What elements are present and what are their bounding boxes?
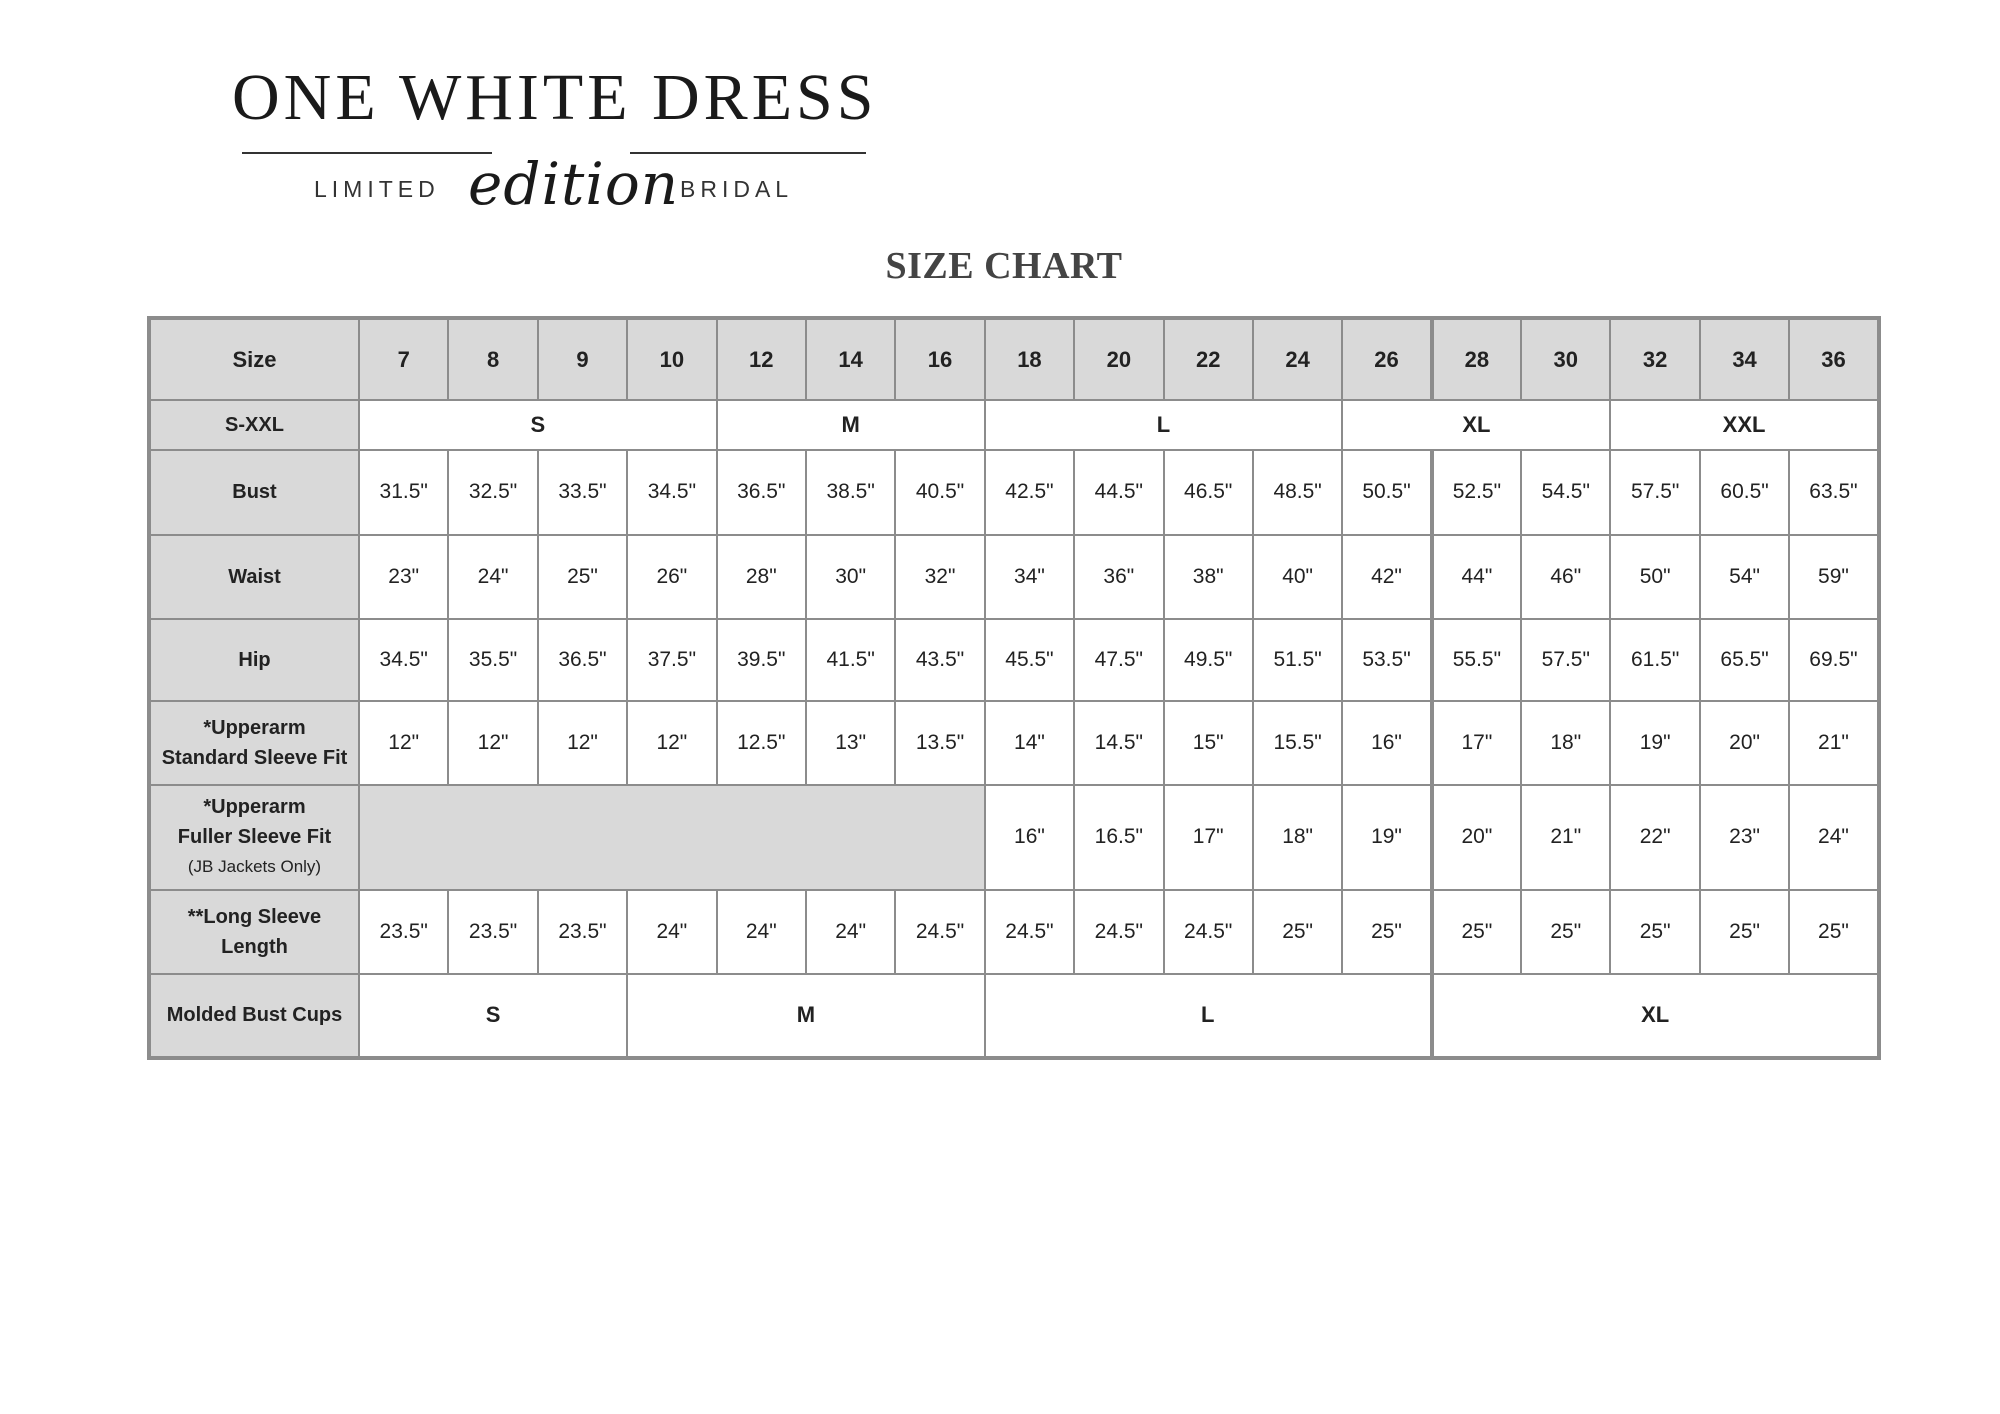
waist-cell: 36"	[1074, 535, 1163, 619]
bust-cell: 36.5"	[717, 450, 806, 534]
bust-cell: 34.5"	[627, 450, 716, 534]
waist-cell: 54"	[1700, 535, 1789, 619]
row-label-line: Standard Sleeve Fit	[161, 747, 348, 770]
cup-group-cell: L	[985, 974, 1432, 1058]
cup-group-cell: M	[627, 974, 985, 1058]
upperarm-standard-cell: 14"	[985, 701, 1074, 785]
row-label-long-sleeve	[149, 890, 359, 974]
bust-cell: 63.5"	[1789, 450, 1878, 534]
hip-cell: 57.5"	[1521, 619, 1610, 701]
long-sleeve-row	[149, 890, 1879, 974]
upperarm-standard-cell: 15"	[1164, 701, 1253, 785]
size-cell: 22	[1164, 318, 1253, 400]
hip-cell: 41.5"	[806, 619, 895, 701]
upperarm-fuller-cell: 23"	[1700, 785, 1789, 889]
row-label-molded-bust-cups: Molded Bust Cups	[149, 974, 359, 1058]
long-sleeve-cell: 25"	[1521, 890, 1610, 974]
long-sleeve-cell: 24.5"	[895, 890, 984, 974]
not-available-cell	[359, 785, 985, 889]
upperarm-standard-cell: 12"	[538, 701, 627, 785]
upperarm-fuller-cell: 24"	[1789, 785, 1878, 889]
letter-group-cell: M	[717, 400, 985, 450]
waist-cell: 46"	[1521, 535, 1610, 619]
upperarm-fuller-cell: 16.5"	[1074, 785, 1163, 889]
upperarm-standard-cell: 12"	[627, 701, 716, 785]
bust-cell: 42.5"	[985, 450, 1074, 534]
hip-cell: 35.5"	[448, 619, 537, 701]
tagline-limited: LIMITED	[314, 176, 440, 202]
row-label-upperarm-fuller	[149, 785, 359, 889]
bust-cell: 31.5"	[359, 450, 448, 534]
bust-cell: 52.5"	[1432, 450, 1521, 534]
waist-cell: 32"	[895, 535, 984, 619]
upperarm-fuller-cell: 22"	[1610, 785, 1699, 889]
upperarm-standard-cell: 21"	[1789, 701, 1878, 785]
upperarm-standard-cell: 12"	[359, 701, 448, 785]
brand-logo	[232, 61, 878, 222]
size-cell: 7	[359, 318, 448, 400]
waist-cell: 59"	[1789, 535, 1878, 619]
letter-size-row	[149, 400, 1879, 450]
size-row	[149, 318, 1879, 400]
upperarm-fuller-row	[149, 785, 1879, 889]
long-sleeve-cell: 25"	[1253, 890, 1342, 974]
upperarm-fuller-cell: 19"	[1342, 785, 1431, 889]
row-label-line: Length	[221, 935, 288, 958]
upperarm-fuller-cell: 18"	[1253, 785, 1342, 889]
bust-row	[149, 450, 1879, 534]
row-label-size: Size	[149, 318, 359, 400]
hip-cell: 37.5"	[627, 619, 716, 701]
long-sleeve-cell: 24.5"	[1074, 890, 1163, 974]
letter-group-cell: L	[985, 400, 1343, 450]
upperarm-fuller-cell: 21"	[1521, 785, 1610, 889]
bust-cell: 48.5"	[1253, 450, 1342, 534]
letter-group-cell: S	[359, 400, 717, 450]
size-cell: 18	[985, 318, 1074, 400]
waist-cell: 23"	[359, 535, 448, 619]
bust-cell: 57.5"	[1610, 450, 1699, 534]
row-label-line: *Upperarm	[203, 717, 306, 740]
waist-cell: 30"	[806, 535, 895, 619]
bust-cell: 44.5"	[1074, 450, 1163, 534]
hip-cell: 49.5"	[1164, 619, 1253, 701]
size-cell: 12	[717, 318, 806, 400]
row-label-note: (JB Jackets Only)	[187, 857, 322, 877]
tagline-bridal: BRIDAL	[680, 176, 794, 202]
bust-cell: 33.5"	[538, 450, 627, 534]
size-cell: 36	[1789, 318, 1878, 400]
row-label-waist: Waist	[149, 535, 359, 619]
tagline-edition: edition	[468, 150, 680, 218]
hip-cell: 51.5"	[1253, 619, 1342, 701]
bust-cell: 54.5"	[1521, 450, 1610, 534]
long-sleeve-cell: 24"	[627, 890, 716, 974]
upperarm-standard-cell: 13.5"	[895, 701, 984, 785]
waist-cell: 24"	[448, 535, 537, 619]
long-sleeve-cell: 23.5"	[538, 890, 627, 974]
upperarm-fuller-cell: 17"	[1164, 785, 1253, 889]
upperarm-standard-cell: 12.5"	[717, 701, 806, 785]
waist-cell: 38"	[1164, 535, 1253, 619]
page-title: SIZE CHART	[885, 245, 1123, 287]
bust-cell: 60.5"	[1700, 450, 1789, 534]
long-sleeve-cell: 25"	[1700, 890, 1789, 974]
size-cell: 8	[448, 318, 537, 400]
hip-cell: 53.5"	[1342, 619, 1431, 701]
size-cell: 32	[1610, 318, 1699, 400]
long-sleeve-cell: 24"	[806, 890, 895, 974]
molded-bust-cups-row	[149, 974, 1879, 1058]
hip-cell: 39.5"	[717, 619, 806, 701]
long-sleeve-cell: 25"	[1432, 890, 1521, 974]
upperarm-standard-cell: 13"	[806, 701, 895, 785]
long-sleeve-cell: 25"	[1342, 890, 1431, 974]
logo-rule-left	[242, 152, 492, 154]
waist-cell: 26"	[627, 535, 716, 619]
size-cell: 34	[1700, 318, 1789, 400]
cup-group-cell: XL	[1432, 974, 1879, 1058]
upperarm-fuller-cell: 20"	[1432, 785, 1521, 889]
row-label-hip: Hip	[149, 619, 359, 701]
upperarm-standard-cell: 15.5"	[1253, 701, 1342, 785]
size-cell: 16	[895, 318, 984, 400]
long-sleeve-cell: 25"	[1789, 890, 1878, 974]
size-cell: 20	[1074, 318, 1163, 400]
waist-cell: 34"	[985, 535, 1074, 619]
row-label-letter-size: S-XXL	[149, 400, 359, 450]
upperarm-standard-cell: 17"	[1432, 701, 1521, 785]
waist-cell: 28"	[717, 535, 806, 619]
upperarm-fuller-cell: 16"	[985, 785, 1074, 889]
bust-cell: 32.5"	[448, 450, 537, 534]
letter-group-cell: XL	[1342, 400, 1610, 450]
size-cell: 24	[1253, 318, 1342, 400]
waist-cell: 50"	[1610, 535, 1699, 619]
long-sleeve-cell: 24.5"	[1164, 890, 1253, 974]
waist-cell: 44"	[1432, 535, 1521, 619]
bust-cell: 50.5"	[1342, 450, 1431, 534]
long-sleeve-cell: 24.5"	[985, 890, 1074, 974]
long-sleeve-cell: 23.5"	[448, 890, 537, 974]
waist-cell: 25"	[538, 535, 627, 619]
bust-cell: 40.5"	[895, 450, 984, 534]
row-label-line: Fuller Sleeve Fit	[177, 826, 332, 849]
bust-cell: 46.5"	[1164, 450, 1253, 534]
hip-cell: 43.5"	[895, 619, 984, 701]
hip-cell: 61.5"	[1610, 619, 1699, 701]
waist-cell: 42"	[1342, 535, 1431, 619]
size-cell: 9	[538, 318, 627, 400]
upperarm-standard-cell: 14.5"	[1074, 701, 1163, 785]
waist-cell: 40"	[1253, 535, 1342, 619]
bust-cell: 38.5"	[806, 450, 895, 534]
hip-cell: 55.5"	[1432, 619, 1521, 701]
hip-cell: 69.5"	[1789, 619, 1878, 701]
size-cell: 10	[627, 318, 716, 400]
size-chart-table	[147, 316, 1881, 1060]
hip-cell: 65.5"	[1700, 619, 1789, 701]
hip-cell: 47.5"	[1074, 619, 1163, 701]
cup-group-cell: S	[359, 974, 627, 1058]
size-cell: 30	[1521, 318, 1610, 400]
long-sleeve-cell: 24"	[717, 890, 806, 974]
waist-row	[149, 535, 1879, 619]
row-label-upperarm-standard	[149, 701, 359, 785]
row-label-line: *Upperarm	[203, 796, 306, 819]
upperarm-standard-cell: 18"	[1521, 701, 1610, 785]
hip-cell: 45.5"	[985, 619, 1074, 701]
row-label-bust: Bust	[149, 450, 359, 534]
size-cell: 14	[806, 318, 895, 400]
long-sleeve-cell: 23.5"	[359, 890, 448, 974]
hip-cell: 36.5"	[538, 619, 627, 701]
size-cell: 28	[1432, 318, 1521, 400]
upperarm-standard-cell: 20"	[1700, 701, 1789, 785]
size-cell: 26	[1342, 318, 1431, 400]
long-sleeve-cell: 25"	[1610, 890, 1699, 974]
row-label-line: **Long Sleeve	[187, 905, 322, 928]
upperarm-standard-cell: 12"	[448, 701, 537, 785]
upperarm-standard-cell: 16"	[1342, 701, 1431, 785]
upperarm-standard-cell: 19"	[1610, 701, 1699, 785]
hip-row	[149, 619, 1879, 701]
hip-cell: 34.5"	[359, 619, 448, 701]
upperarm-standard-row	[149, 701, 1879, 785]
brand-name: ONE WHITE DRESS	[232, 61, 878, 134]
letter-group-cell: XXL	[1610, 400, 1878, 450]
